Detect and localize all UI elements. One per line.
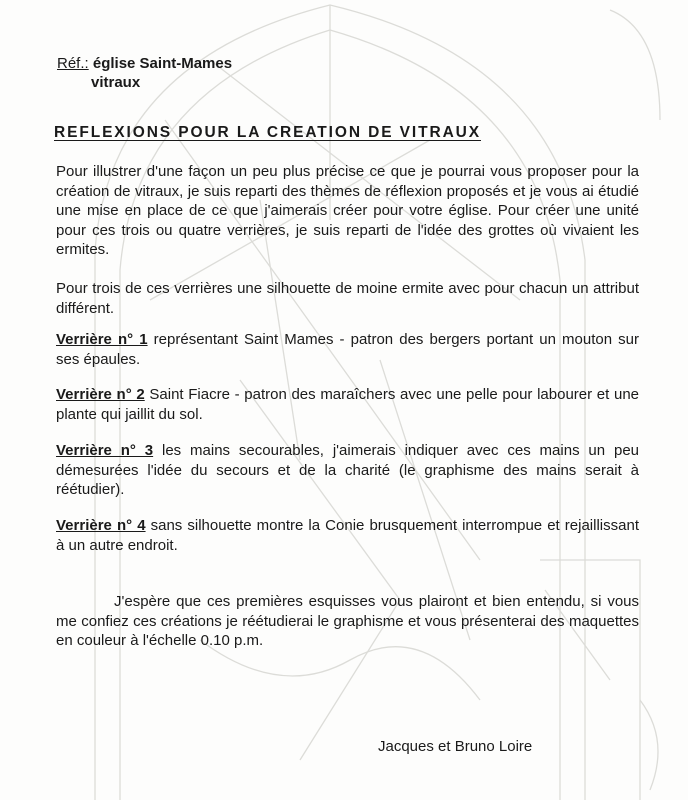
closing-paragraph: J'espère que ces premières esquisses vous plairont et bien entendu, si vous me confiez ces créations je réétudierai le graphisme et vous présenterai des maquettes en couleur à l'échelle 0.10 p.m. xyxy=(56,593,639,649)
reference-block xyxy=(57,54,232,92)
intro-paragraph: Pour illustrer d'une façon un peu plus précise ce que je pourrai vous proposer pour la création de vitraux, je suis reparti des thèmes de réflexion proposés et je vous ai étudié une mise en place de ce que j'aimerais créer pour votre église. Pour créer une unité pour ces trois ou quatre verrières, je suis reparti de l'idée des grottes où vivaient les ermites. xyxy=(56,163,639,258)
verriere-3-text: les mains secourables, j'aimerais indiquer avec ces mains un peu démesurées l'idée du secours et de la charité (le graphisme des mains serait à réétudier). xyxy=(56,442,640,498)
verriere-2-paragraph xyxy=(56,385,639,424)
verriere-3-label: Verrière n° 3 xyxy=(56,442,154,459)
verriere-1-paragraph xyxy=(56,330,639,369)
verriere-4-label: Verrière n° 4 xyxy=(56,517,146,534)
verriere-1-text: représentant Saint Mames - patron des bergers portant un mouton sur ses épaules. xyxy=(56,331,639,368)
verriere-3-paragraph xyxy=(56,441,639,500)
verriere-4-text: sans silhouette montre la Conie brusquement interrompue et rejaillissant à un autre endroit. xyxy=(56,517,639,554)
reference-church: église Saint-Mames xyxy=(92,55,233,72)
signature: Jacques et Bruno Loire xyxy=(378,738,533,755)
silhouettes-paragraph: Pour trois de ces verrières une silhouette de moine ermite avec pour chacun un attribut différent. xyxy=(56,280,639,317)
verriere-2-text: Saint Fiacre - patron des maraîchers avec une pelle pour labourer et une plante qui jaillit du sol. xyxy=(56,386,639,423)
reference-label: Réf.: xyxy=(57,55,89,72)
document-title: REFLEXIONS POUR LA CREATION DE VITRAUX xyxy=(54,124,481,141)
verriere-4-paragraph xyxy=(56,516,639,555)
verriere-2-label: Verrière n° 2 xyxy=(56,386,145,403)
verriere-1-label: Verrière n° 1 xyxy=(56,331,148,348)
reference-subject: vitraux xyxy=(91,74,141,91)
